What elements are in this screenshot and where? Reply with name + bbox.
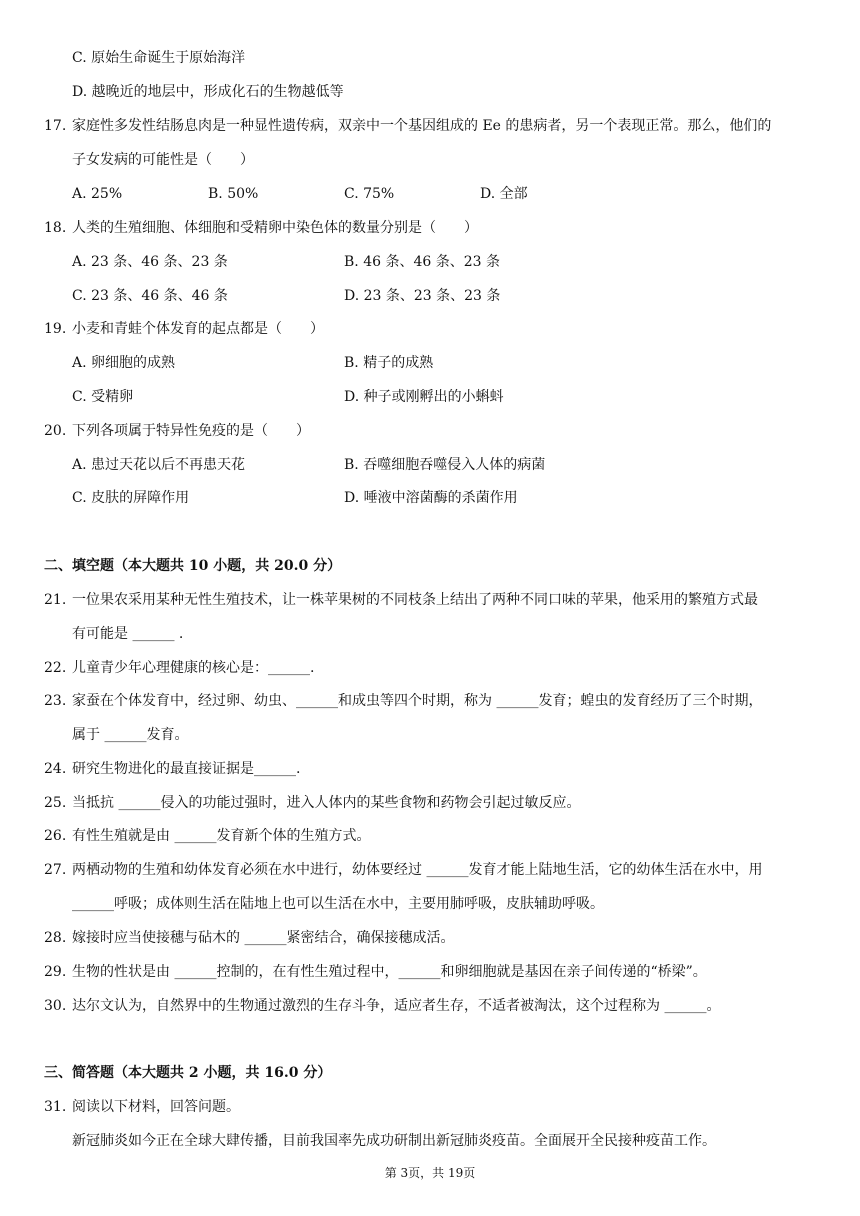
question-number: 25. <box>44 795 67 811</box>
option-d: D. 全部 <box>480 186 528 202</box>
question-number: 30. <box>44 998 67 1014</box>
question-stem: 家蚕在个体发育中，经过卵、幼虫、______和成虫等四个时期，称为 ______发育；蝗虫的发育经历了三个时期， <box>72 693 763 709</box>
option-c: C. 皮肤的屏障作用 <box>72 490 190 506</box>
option-c: C. 受精卵 <box>72 389 134 405</box>
section-heading: 三、简答题（本大题共 2 小题，共 16.0 分） <box>44 1065 332 1081</box>
reading-material: 新冠肺炎如今正在全球大肆传播，目前我国率先成功研制出新冠肺炎疫苗。全面展开全民接种疫苗工作。 <box>72 1133 716 1149</box>
section-heading: 二、填空题（本大题共 10 小题，共 20.0 分） <box>44 558 342 574</box>
question-stem: 有性生殖就是由 ______发育新个体的生殖方式。 <box>72 828 371 844</box>
question-number: 26. <box>44 828 67 844</box>
question-stem-cont: 子女发病的可能性是（ ） <box>72 152 254 168</box>
question-stem: 下列各项属于特异性免疫的是（ ） <box>72 423 310 439</box>
question-number: 23. <box>44 693 67 709</box>
question-stem: 生物的性状是由 ______控制的，在有性生殖过程中，______和卵细胞就是基因在亲子间传递的“桥梁”。 <box>72 964 707 980</box>
question-stem-cont: 有可能是 ______ . <box>72 626 184 642</box>
option-a: A. 23 条、46 条、23 条 <box>72 254 228 270</box>
question-stem: 两栖动物的生殖和幼体发育必须在水中进行，幼体要经过 ______发育才能上陆地生活，它的幼体生活在水中，用 <box>72 862 763 878</box>
option-c: C. 23 条、46 条、46 条 <box>72 288 228 304</box>
question-stem: 一位果农采用某种无性生殖技术，让一株苹果树的不同枝条上结出了两种不同口味的苹果，他采用的繁殖方式最 <box>72 592 758 608</box>
option-b: B. 吞噬细胞吞噬侵入人体的病菌 <box>344 457 546 473</box>
option-b: B. 精子的成熟 <box>344 355 434 371</box>
option-a: A. 卵细胞的成熟 <box>72 355 176 371</box>
question-stem: 小麦和青蛙个体发育的起点都是（ ） <box>72 321 324 337</box>
question-number: 24. <box>44 761 67 777</box>
question-number: 28. <box>44 930 67 946</box>
option-a: A. 25% <box>72 186 123 202</box>
question-stem: 人类的生殖细胞、体细胞和受精卵中染色体的数量分别是（ ） <box>72 220 478 236</box>
question-number: 29. <box>44 964 67 980</box>
question-number: 21. <box>44 592 67 608</box>
question-stem: 家庭性多发性结肠息肉是一种显性遗传病，双亲中一个基因组成的 Ee 的患病者，另一个表现正常。那么，他们的 <box>72 118 772 134</box>
option-d: D. 唾液中溶菌酶的杀菌作用 <box>344 490 518 506</box>
question-number: 31. <box>44 1099 67 1115</box>
question-stem: 当抵抗 ______侵入的功能过强时，进入人体内的某些食物和药物会引起过敏反应。 <box>72 795 581 811</box>
question-stem: 研究生物进化的最直接证据是______. <box>72 761 301 777</box>
question-number: 18. <box>44 220 67 236</box>
option-c: C. 原始生命诞生于原始海洋 <box>72 50 246 66</box>
question-stem: 阅读以下材料，回答问题。 <box>72 1099 240 1115</box>
question-number: 27. <box>44 862 67 878</box>
option-d: D. 23 条、23 条、23 条 <box>344 288 501 304</box>
question-number: 22. <box>44 660 67 676</box>
option-b: B. 50% <box>208 186 259 202</box>
option-c: C. 75% <box>344 186 395 202</box>
option-a: A. 患过天花以后不再患天花 <box>72 457 246 473</box>
question-stem: 嫁接时应当使接穗与砧木的 ______紧密结合，确保接穗成活。 <box>72 930 455 946</box>
question-stem: 达尔文认为，自然界中的生物通过激烈的生存斗争，适应者生存，不适者被淘汰，这个过程称为 ______。 <box>72 998 721 1014</box>
option-d: D. 越晚近的地层中，形成化石的生物越低等 <box>72 84 344 100</box>
option-d: D. 种子或刚孵出的小蝌蚪 <box>344 389 504 405</box>
option-b: B. 46 条、46 条、23 条 <box>344 254 500 270</box>
question-stem-cont: ______呼吸；成体则生活在陆地上也可以生活在水中，主要用肺呼吸，皮肤辅助呼吸。 <box>72 896 604 912</box>
question-number: 20. <box>44 423 67 439</box>
page-footer: 第 3页，共 19页 <box>384 1166 476 1180</box>
question-stem-cont: 属于 ______发育。 <box>72 727 189 743</box>
question-stem: 儿童青少年心理健康的核心是：______. <box>72 660 315 676</box>
question-number: 17. <box>44 118 67 134</box>
question-number: 19. <box>44 321 67 337</box>
